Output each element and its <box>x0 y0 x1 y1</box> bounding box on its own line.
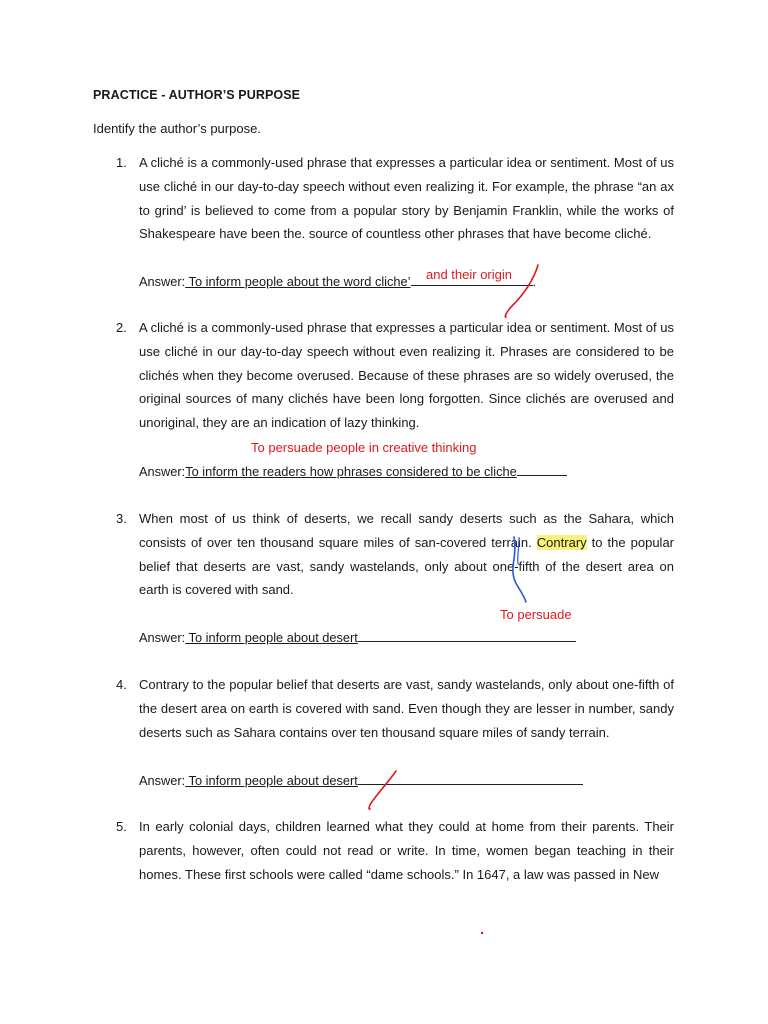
answer-text: To inform people about desert <box>185 630 358 645</box>
blue-pen-mark <box>513 537 526 602</box>
page-title: PRACTICE - AUTHOR’S PURPOSE <box>93 88 301 102</box>
item-number: 3. <box>116 511 127 526</box>
item-paragraph: Contrary to the popular belief that deserts are vast, sandy wastelands, only about one-fifth of the desert area on earth is covered with sand. Even though they are lesser in number, sandy deserts such as Sahara contains over ten thousand square miles of sandy terrain. <box>139 677 674 740</box>
blue-pen-mark <box>518 538 519 564</box>
item-text-before: When most of us think of deserts, we recall sandy deserts such as the Sahara, which consists of over ten thousand square miles of san-covered terrain. <box>139 511 674 550</box>
red-check-mark <box>369 771 396 809</box>
item-paragraph: A cliché is a commonly-used phrase that expresses a particular idea or sentiment. Most of us use cliché in our day-to-day speech without even realizing it. For example, the phrase “an ax to grind’ is believed to come from a popular story by Benjamin Franklin, while the works of Shakespeare have been the. source of countless other phrases that have become cliché. <box>139 155 674 242</box>
answer-text: To inform people about desert <box>185 773 358 788</box>
answer-text: To inform the readers how phrases considered to be cliche <box>185 464 517 479</box>
handwritten-annotation: To persuade people in creative thinking <box>251 440 477 455</box>
answer-text: To inform people about the word cliche’ <box>185 274 411 289</box>
item-number: 4. <box>116 677 127 692</box>
item-number: 2. <box>116 320 127 335</box>
red-check-mark <box>505 265 538 317</box>
answer-end: . <box>532 274 537 289</box>
red-dot-mark <box>481 932 483 934</box>
answer-label: Answer: <box>139 773 186 788</box>
item-number: 1. <box>116 155 127 170</box>
highlighted-word: Contrary <box>536 534 587 550</box>
item-number: 5. <box>116 819 127 834</box>
handwritten-annotation: To persuade <box>500 607 572 622</box>
item-text-after: to the popular belief that deserts are vast, sandy wastelands, only about one-fifth of the desert area on earth is covered with sand. <box>139 534 674 598</box>
handwritten-annotation: and their origin <box>426 267 512 282</box>
item-paragraph: In early colonial days, children learned what they could at home from their parents. Their parents, however, often could not read or write. In time, women began teaching in their homes. These first schools were called “dame schools.” In 1647, a law was passed in New <box>139 819 674 882</box>
answer-label: Answer: <box>139 274 186 289</box>
answer-label: Answer: <box>139 630 186 645</box>
answer-label: Answer: <box>139 464 186 479</box>
instruction-text: Identify the author’s purpose. <box>93 121 261 136</box>
item-paragraph: A cliché is a commonly-used phrase that expresses a particular idea or sentiment. Most of us use cliché in our day-to-day speech without even realizing it. Phrases are considered to be clichés when they become overused. Because of these phrases are so widely overused, the original sources of many clichés have been long forgotten. Since clichés are overused and unoriginal, they are an indication of lazy thinking. <box>139 320 674 431</box>
